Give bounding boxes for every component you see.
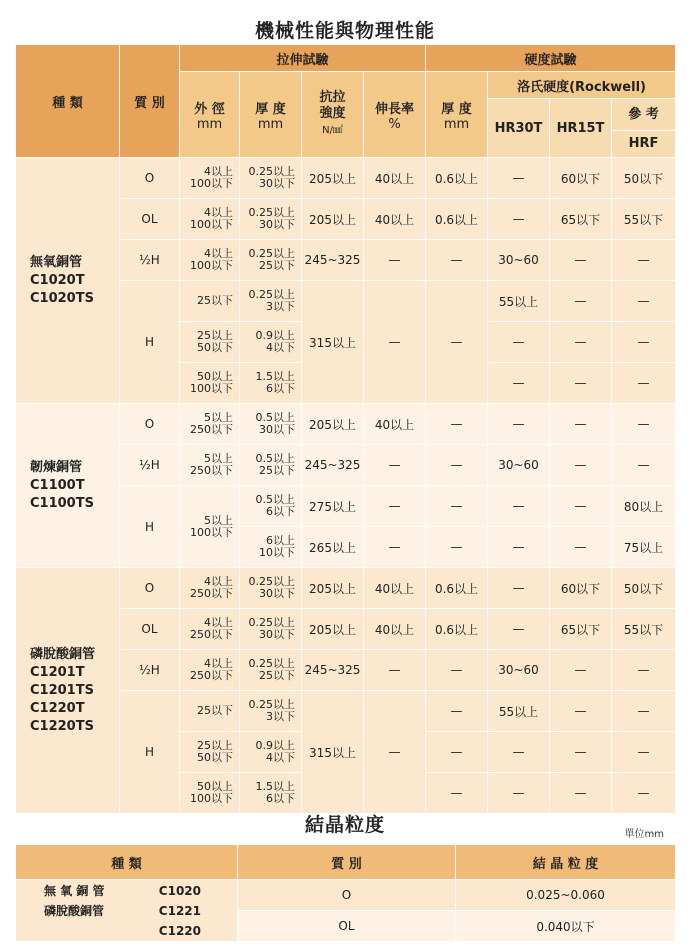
- grain-value-ol: 0.040以下: [456, 911, 676, 942]
- mechanical-properties-table: [15, 44, 676, 814]
- hardness-thickness-cell: —: [426, 445, 488, 486]
- hardness-thickness-cell: 0.6以上: [426, 609, 488, 650]
- od-cell: 4以上 100以下: [180, 158, 240, 199]
- elongation-cell: —: [364, 486, 426, 527]
- grain-value-o: 0.025~0.060: [456, 880, 676, 911]
- thickness-cell: 0.5以上 6以下: [240, 486, 302, 527]
- od-cell: 4以上 250以下: [180, 609, 240, 650]
- strength-cell: 205以上: [302, 609, 364, 650]
- od-cell: 5以上 250以下: [180, 445, 240, 486]
- hardness-thickness-cell: —: [426, 732, 488, 773]
- grain-header-kind: 種 類: [16, 845, 238, 880]
- hrf-cell: 50以下: [612, 158, 676, 199]
- header-hardness-thickness: 厚 度 mm: [426, 72, 488, 158]
- header-hr30t: HR30T: [488, 99, 550, 158]
- strength-cell: 205以上: [302, 158, 364, 199]
- od-cell: 5以上 100以下: [180, 486, 240, 568]
- hrf-cell: —: [612, 445, 676, 486]
- thickness-cell: 0.9以上 4以下: [240, 322, 302, 363]
- od-cell: 4以上 250以下: [180, 650, 240, 691]
- elongation-cell: —: [364, 527, 426, 568]
- hr30t-cell: —: [488, 609, 550, 650]
- thickness-cell: 0.25以上 30以下: [240, 199, 302, 240]
- od-cell: 5以上 250以下: [180, 404, 240, 445]
- hr30t-cell: —: [488, 404, 550, 445]
- elongation-cell: 40以上: [364, 158, 426, 199]
- hr15t-cell: —: [550, 691, 612, 732]
- hr30t-cell: 55以上: [488, 281, 550, 322]
- elongation-cell: —: [364, 281, 426, 404]
- hardness-thickness-cell: —: [426, 691, 488, 732]
- hardness-thickness-cell: —: [426, 240, 488, 281]
- temper-cell: O: [120, 568, 180, 609]
- hrf-cell: —: [612, 691, 676, 732]
- od-cell: 4以上 100以下: [180, 240, 240, 281]
- hrf-cell: 80以上: [612, 486, 676, 527]
- thickness-cell: 0.25以上 3以下: [240, 281, 302, 322]
- strength-cell: 275以上: [302, 486, 364, 527]
- hr30t-cell: —: [488, 732, 550, 773]
- temper-cell: OL: [120, 199, 180, 240]
- od-cell: 25以上 50以下: [180, 732, 240, 773]
- hr15t-cell: —: [550, 281, 612, 322]
- hr15t-cell: —: [550, 486, 612, 527]
- elongation-cell: —: [364, 650, 426, 691]
- strength-cell: 205以上: [302, 404, 364, 445]
- thickness-cell: 6以上 10以下: [240, 527, 302, 568]
- grain-header-size: 結 晶 粒 度: [456, 845, 676, 880]
- temper-cell: OL: [120, 609, 180, 650]
- strength-cell: 245~325: [302, 445, 364, 486]
- hardness-thickness-cell: —: [426, 486, 488, 527]
- thickness-cell: 0.25以上 25以下: [240, 240, 302, 281]
- hardness-thickness-cell: —: [426, 773, 488, 814]
- hr15t-cell: —: [550, 445, 612, 486]
- hr15t-cell: —: [550, 404, 612, 445]
- thickness-cell: 0.9以上 4以下: [240, 732, 302, 773]
- elongation-cell: 40以上: [364, 404, 426, 445]
- hr15t-cell: —: [550, 650, 612, 691]
- temper-cell: O: [120, 404, 180, 445]
- hr30t-cell: —: [488, 199, 550, 240]
- temper-cell: O: [120, 158, 180, 199]
- hrf-cell: —: [612, 322, 676, 363]
- header-reference: 參 考 HRF: [612, 99, 676, 158]
- hrf-cell: 55以下: [612, 199, 676, 240]
- header-tensile: 拉伸試驗: [180, 45, 426, 72]
- temper-cell: ½H: [120, 240, 180, 281]
- thickness-cell: 0.25以上 30以下: [240, 568, 302, 609]
- strength-cell: 245~325: [302, 650, 364, 691]
- hardness-thickness-cell: 0.6以上: [426, 199, 488, 240]
- header-hr15t: HR15T: [550, 99, 612, 158]
- hardness-thickness-cell: —: [426, 404, 488, 445]
- hr30t-cell: 30~60: [488, 650, 550, 691]
- strength-cell: 315以上: [302, 691, 364, 814]
- hrf-cell: 50以下: [612, 568, 676, 609]
- hr15t-cell: 60以下: [550, 568, 612, 609]
- thickness-cell: 0.25以上 3以下: [240, 691, 302, 732]
- temper-cell: ½H: [120, 650, 180, 691]
- hardness-thickness-cell: 0.6以上: [426, 158, 488, 199]
- hr15t-cell: 65以下: [550, 609, 612, 650]
- hrf-cell: —: [612, 363, 676, 404]
- hardness-thickness-cell: —: [426, 281, 488, 404]
- temper-cell: H: [120, 486, 180, 568]
- grain-size-table: [15, 844, 676, 942]
- hr15t-cell: 65以下: [550, 199, 612, 240]
- od-cell: 4以上 100以下: [180, 199, 240, 240]
- strength-cell: 315以上: [302, 281, 364, 404]
- hr15t-cell: —: [550, 732, 612, 773]
- hr15t-cell: 60以下: [550, 158, 612, 199]
- grain-kind-cell: 無 氧 銅 管 C1020 磷脫酸銅管 C1221 C1220: [16, 880, 238, 942]
- hardness-thickness-cell: —: [426, 650, 488, 691]
- hardness-thickness-cell: 0.6以上: [426, 568, 488, 609]
- elongation-cell: —: [364, 240, 426, 281]
- header-elongation: 伸長率 %: [364, 72, 426, 158]
- thickness-cell: 0.25以上 30以下: [240, 158, 302, 199]
- strength-cell: 245~325: [302, 240, 364, 281]
- hrf-cell: —: [612, 732, 676, 773]
- elongation-cell: —: [364, 445, 426, 486]
- hr15t-cell: —: [550, 322, 612, 363]
- thickness-cell: 1.5以上 6以下: [240, 363, 302, 404]
- thickness-cell: 0.5以上 25以下: [240, 445, 302, 486]
- elongation-cell: 40以上: [364, 199, 426, 240]
- hr30t-cell: —: [488, 486, 550, 527]
- hrf-cell: —: [612, 404, 676, 445]
- elongation-cell: 40以上: [364, 609, 426, 650]
- elongation-cell: —: [364, 691, 426, 814]
- strength-cell: 205以上: [302, 199, 364, 240]
- header-tensile-strength: 抗拉 強度 N/㎟: [302, 72, 364, 158]
- hrf-cell: 55以下: [612, 609, 676, 650]
- od-cell: 25以下: [180, 691, 240, 732]
- hr15t-cell: —: [550, 527, 612, 568]
- hardness-thickness-cell: —: [426, 527, 488, 568]
- od-cell: 25以下: [180, 281, 240, 322]
- hr30t-cell: —: [488, 363, 550, 404]
- thickness-cell: 0.25以上 25以下: [240, 650, 302, 691]
- thickness-cell: 1.5以上 6以下: [240, 773, 302, 814]
- od-cell: 25以上 50以下: [180, 322, 240, 363]
- temper-cell: ½H: [120, 445, 180, 486]
- hr15t-cell: —: [550, 363, 612, 404]
- hr15t-cell: —: [550, 773, 612, 814]
- group-phosphorus-deoxidized: 磷脫酸銅管 C1201T C1201TS C1220T C1220TS: [16, 568, 120, 814]
- hr30t-cell: —: [488, 322, 550, 363]
- unit-label: 單位mm: [624, 829, 664, 840]
- header-hardness: 硬度試驗: [426, 45, 676, 72]
- page-title: 機械性能與物理性能: [254, 20, 435, 42]
- header-kind: 種 類: [16, 45, 120, 158]
- hr15t-cell: —: [550, 240, 612, 281]
- header-temper: 質 別: [120, 45, 180, 158]
- group-oxygen-free: 無氧銅管 C1020T C1020TS: [16, 158, 120, 404]
- header-thickness: 厚 度 mm: [240, 72, 302, 158]
- header-od: 外 徑 mm: [180, 72, 240, 158]
- hrf-cell: 75以上: [612, 527, 676, 568]
- header-rockwell: 洛氏硬度(Rockwell): [488, 72, 676, 99]
- hrf-cell: —: [612, 240, 676, 281]
- grain-temper-o: O: [238, 880, 456, 911]
- temper-cell: H: [120, 691, 180, 814]
- grain-temper-ol: OL: [238, 911, 456, 942]
- elongation-cell: 40以上: [364, 568, 426, 609]
- hr30t-cell: 55以上: [488, 691, 550, 732]
- hr30t-cell: —: [488, 568, 550, 609]
- grain-header-temper: 質 別: [238, 845, 456, 880]
- thickness-cell: 0.25以上 30以下: [240, 609, 302, 650]
- od-cell: 4以上 250以下: [180, 568, 240, 609]
- hr30t-cell: —: [488, 527, 550, 568]
- hrf-cell: —: [612, 773, 676, 814]
- temper-cell: H: [120, 281, 180, 404]
- grain-size-title: 結晶粒度: [304, 814, 385, 836]
- group-tough-pitch: 韌煉銅管 C1100T C1100TS: [16, 404, 120, 568]
- hr30t-cell: —: [488, 158, 550, 199]
- strength-cell: 265以上: [302, 527, 364, 568]
- hr30t-cell: —: [488, 773, 550, 814]
- od-cell: 50以上 100以下: [180, 773, 240, 814]
- od-cell: 50以上 100以下: [180, 363, 240, 404]
- hr30t-cell: 30~60: [488, 240, 550, 281]
- hrf-cell: —: [612, 281, 676, 322]
- hrf-cell: —: [612, 650, 676, 691]
- thickness-cell: 0.5以上 30以下: [240, 404, 302, 445]
- strength-cell: 205以上: [302, 568, 364, 609]
- hr30t-cell: 30~60: [488, 445, 550, 486]
